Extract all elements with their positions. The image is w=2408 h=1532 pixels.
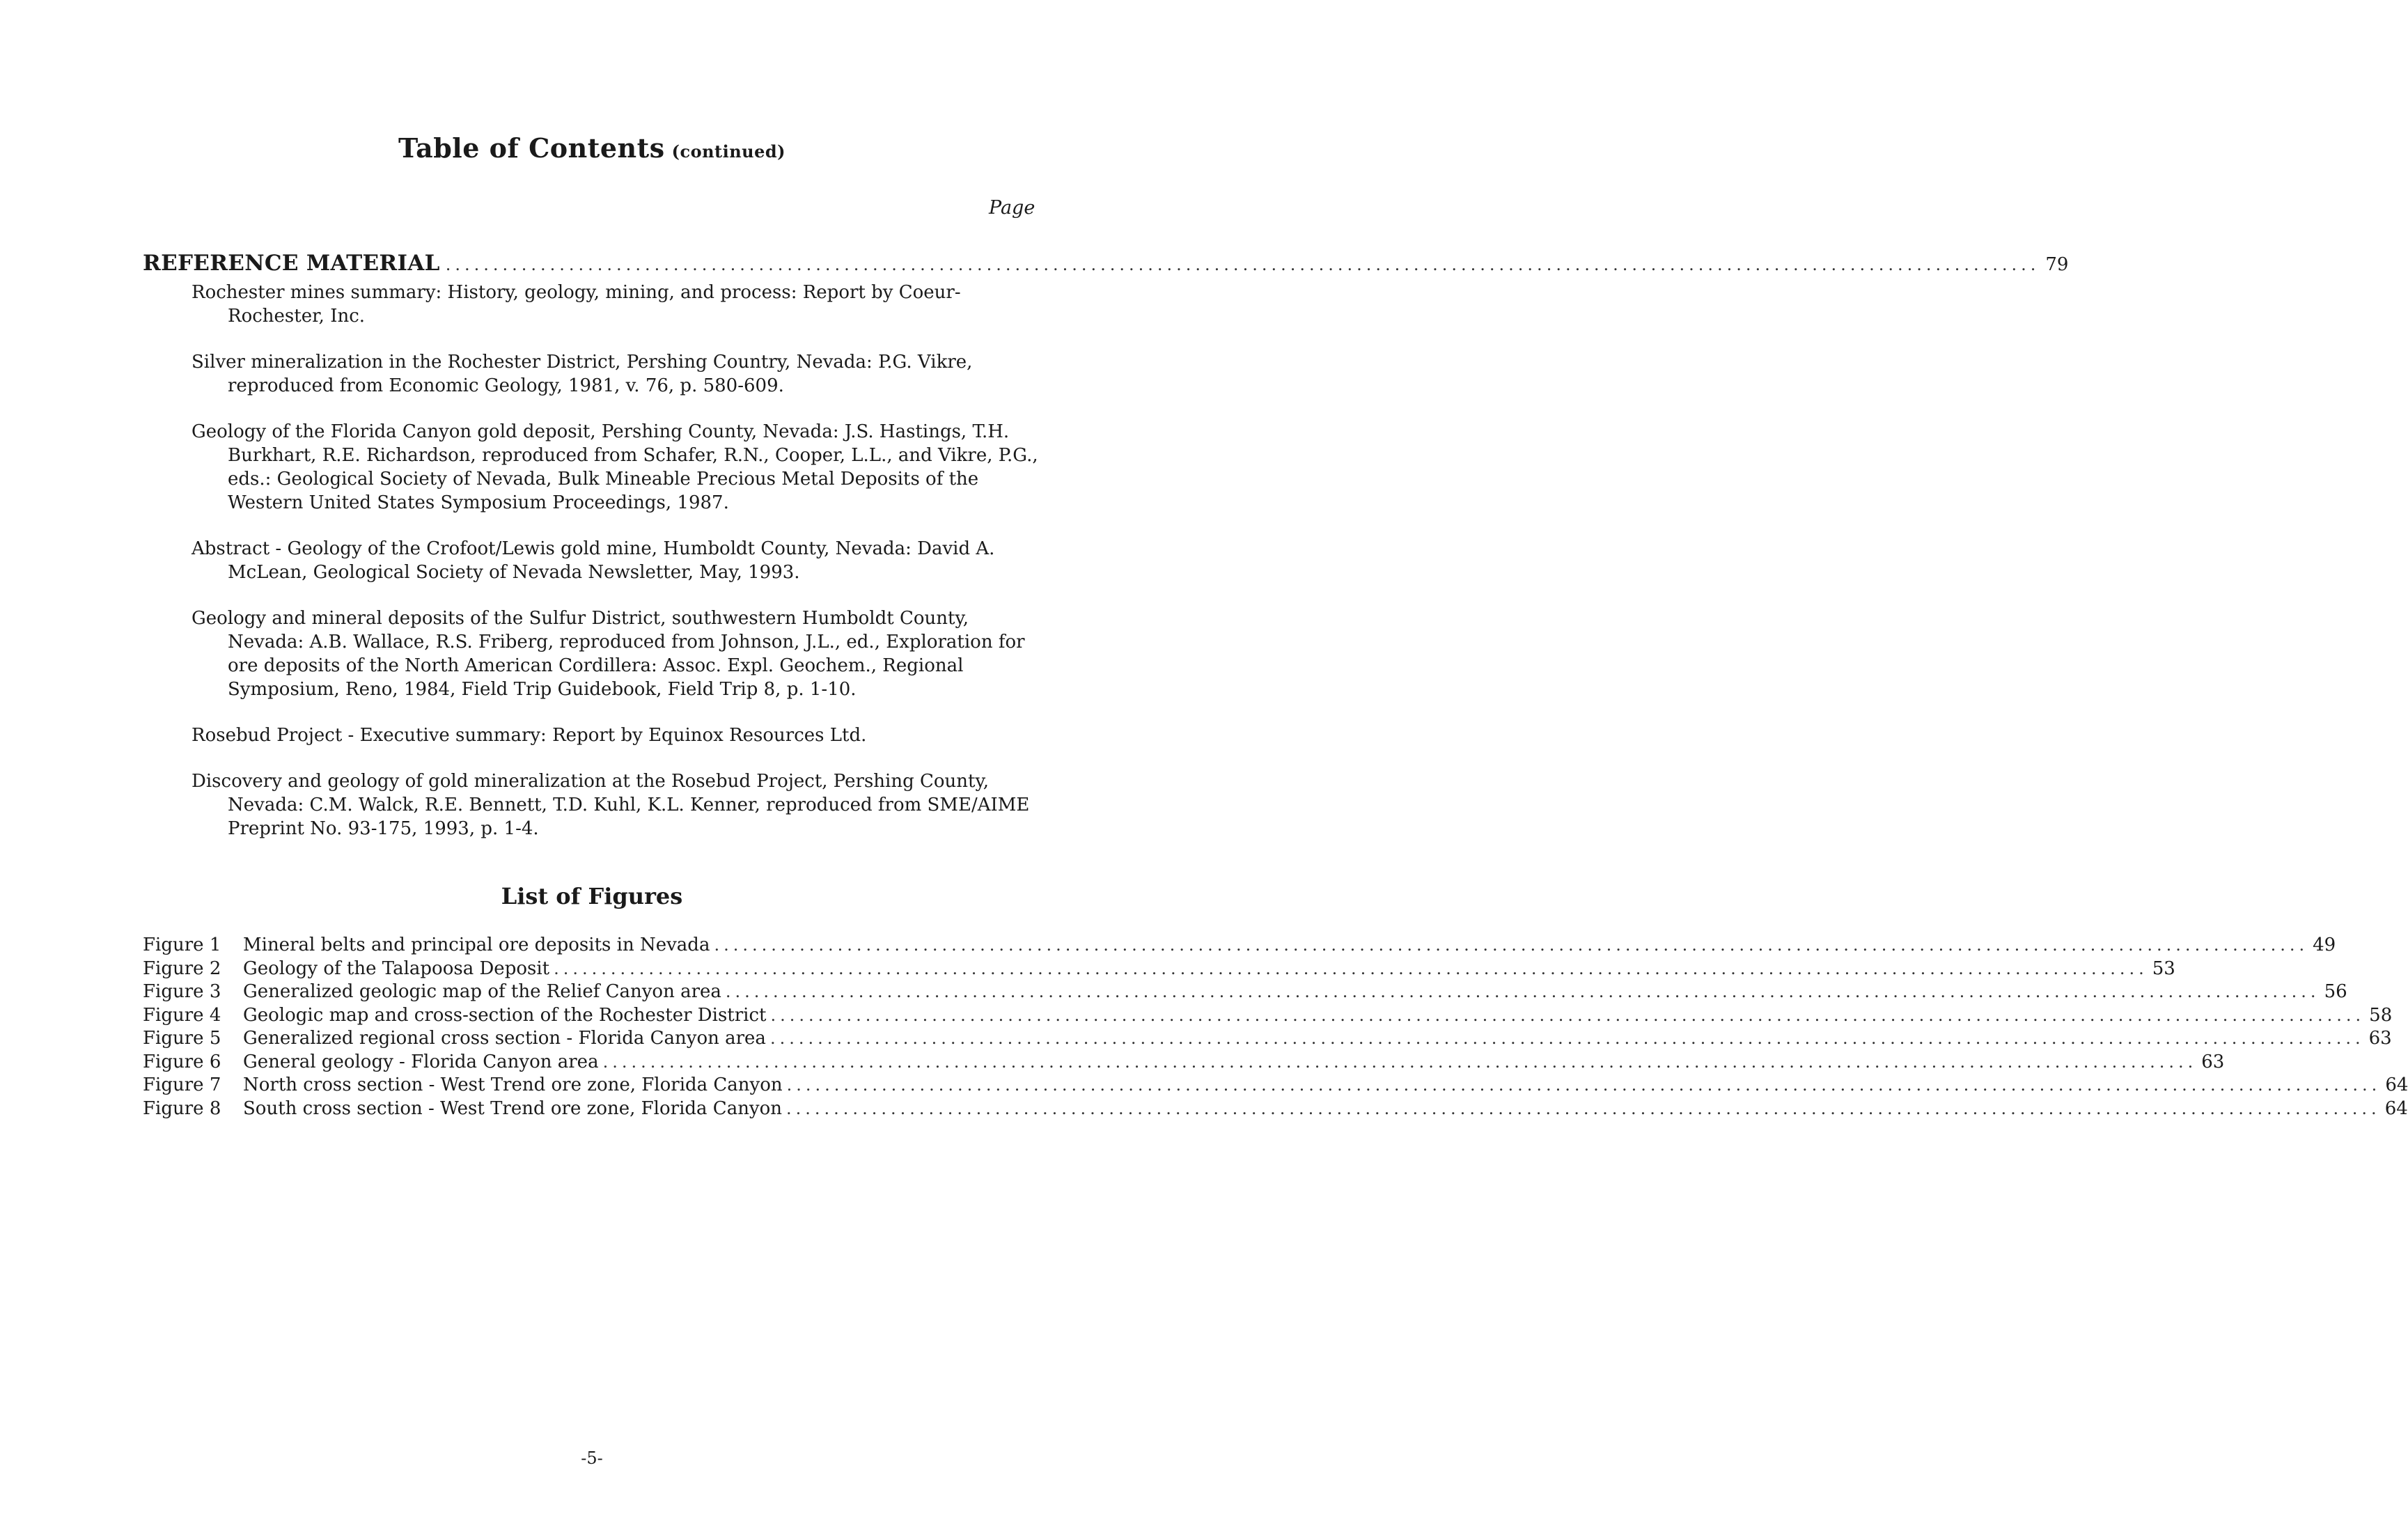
figure-row[interactable] xyxy=(143,958,2175,982)
figure-row[interactable] xyxy=(143,935,2336,958)
list-of-figures-title: List of Figures xyxy=(501,883,683,909)
reference-material-row[interactable] xyxy=(143,251,2069,276)
dot-leader: ........................................................................................................................................................................ xyxy=(786,1075,2382,1095)
figure-row[interactable] xyxy=(143,1028,2392,1052)
dot-leader: ........................................................................................................................................................................ xyxy=(786,1098,2381,1118)
figure-page: 64 xyxy=(2385,1074,2408,1095)
figure-number: Figure 5 xyxy=(143,1028,221,1049)
reference-entry: Silver mineralization in the Rochester District, Pershing Country, Nevada: P.G. Vikre, reproduced from Economic Geology, 1981, v. 76, p. 580-609. xyxy=(191,352,973,396)
figure-caption: North cross section - West Trend ore zone, Florida Canyon xyxy=(243,1074,783,1095)
dot-leader: ........................................................................................................................................................................ xyxy=(554,958,2148,978)
figure-caption: Generalized geologic map of the Relief Canyon area xyxy=(243,981,721,1002)
dot-leader: ........................................................................................................................................................................ xyxy=(602,1052,2198,1072)
figure-page: 63 xyxy=(2201,1051,2225,1072)
reference-entry: Discovery and geology of gold mineralization at the Rosebud Project, Pershing County, Nevada: C.M. Walck, R.E. Bennett, T.D. Kuhl, K.L. Kenner, reproduced from SME/AIME Preprint No. 93-175, 1993, p. 1-4. xyxy=(191,771,1030,839)
figure-page: 53 xyxy=(2152,958,2175,979)
figure-number: Figure 3 xyxy=(143,981,221,1002)
figure-number: Figure 7 xyxy=(143,1074,221,1095)
toc-continued: (continued) xyxy=(671,141,786,162)
figure-row[interactable] xyxy=(143,1004,2393,1029)
figure-caption: Generalized regional cross section - Florida Canyon area xyxy=(243,1028,766,1049)
dot-leader: ........................................................................................................................................................................ xyxy=(770,1005,2366,1025)
reference-entry: Geology of the Florida Canyon gold deposit, Pershing County, Nevada: J.S. Hastings, T.H. Burkhart, R.E. Richardson, reproduced from Schafer, R.N., Cooper, L.L., and Vikre, P.G., eds.: Geological Society of Nevada, Bulk Mineable Precious Metal Deposits of the Western United States Symposium Proceedings, 1987. xyxy=(191,421,1038,513)
figure-number: Figure 1 xyxy=(143,935,221,955)
dot-leader: ........................................................................................................................................................................ xyxy=(725,982,2320,1001)
figure-page: 49 xyxy=(2313,935,2336,955)
dot-leader: ........................................................................................................................................................................ xyxy=(769,1029,2365,1048)
reference-entry: Abstract - Geology of the Crofoot/Lewis gold mine, Humboldt County, Nevada: David A. McLean, Geological Society of Nevada Newsletter, May, 1993. xyxy=(191,538,995,583)
figure-number: Figure 2 xyxy=(143,958,221,979)
figure-page: 64 xyxy=(2384,1097,2408,1119)
figure-page: 63 xyxy=(2368,1028,2392,1049)
figure-row[interactable] xyxy=(143,1051,2225,1075)
figure-list xyxy=(143,935,2408,1121)
figure-caption: South cross section - West Trend ore zone, Florida Canyon xyxy=(243,1097,783,1119)
dot-leader: ........................................................................................................................................................................ xyxy=(714,935,2309,955)
figure-page: 56 xyxy=(2324,981,2347,1002)
dot-leader: ........................................................................................................................................................................ xyxy=(445,255,2040,274)
figure-row[interactable] xyxy=(143,1074,2408,1098)
reference-material-heading: REFERENCE MATERIAL xyxy=(143,251,440,276)
toc-title-text: Table of Contents xyxy=(398,132,665,164)
figure-caption: Geologic map and cross-section of the Rochester District xyxy=(243,1004,767,1026)
figure-row[interactable] xyxy=(143,1097,2408,1122)
figure-number: Figure 6 xyxy=(143,1051,221,1072)
figure-row[interactable] xyxy=(143,981,2347,1005)
page-column-label: Page xyxy=(989,197,1035,219)
toc-title xyxy=(0,132,1184,164)
page-number-footer: -5- xyxy=(581,1448,603,1468)
figure-caption: Mineral belts and principal ore deposits in Nevada xyxy=(243,935,710,955)
reference-entry: Rosebud Project - Executive summary: Report by Equinox Resources Ltd. xyxy=(191,725,867,746)
reference-list xyxy=(191,281,1048,863)
figure-caption: General geology - Florida Canyon area xyxy=(243,1051,599,1072)
reference-entry: Rochester mines summary: History, geology, mining, and process: Report by Coeur-Rochester, Inc. xyxy=(191,282,961,327)
figure-number: Figure 4 xyxy=(143,1004,221,1026)
figure-number: Figure 8 xyxy=(143,1097,221,1119)
reference-material-page: 79 xyxy=(2045,254,2069,275)
figure-page: 58 xyxy=(2369,1004,2393,1026)
reference-entry: Geology and mineral deposits of the Sulfur District, southwestern Humboldt County, Nevada: A.B. Wallace, R.S. Friberg, reproduced from Johnson, J.L., ed., Exploration for ore deposits of the North American Cordillera: Assoc. Expl. Geochem., Regional Symposium, Reno, 1984, Field Trip Guidebook, Field Trip 8, p. 1-10. xyxy=(191,608,1025,700)
figure-caption: Geology of the Talapoosa Deposit xyxy=(243,958,550,979)
